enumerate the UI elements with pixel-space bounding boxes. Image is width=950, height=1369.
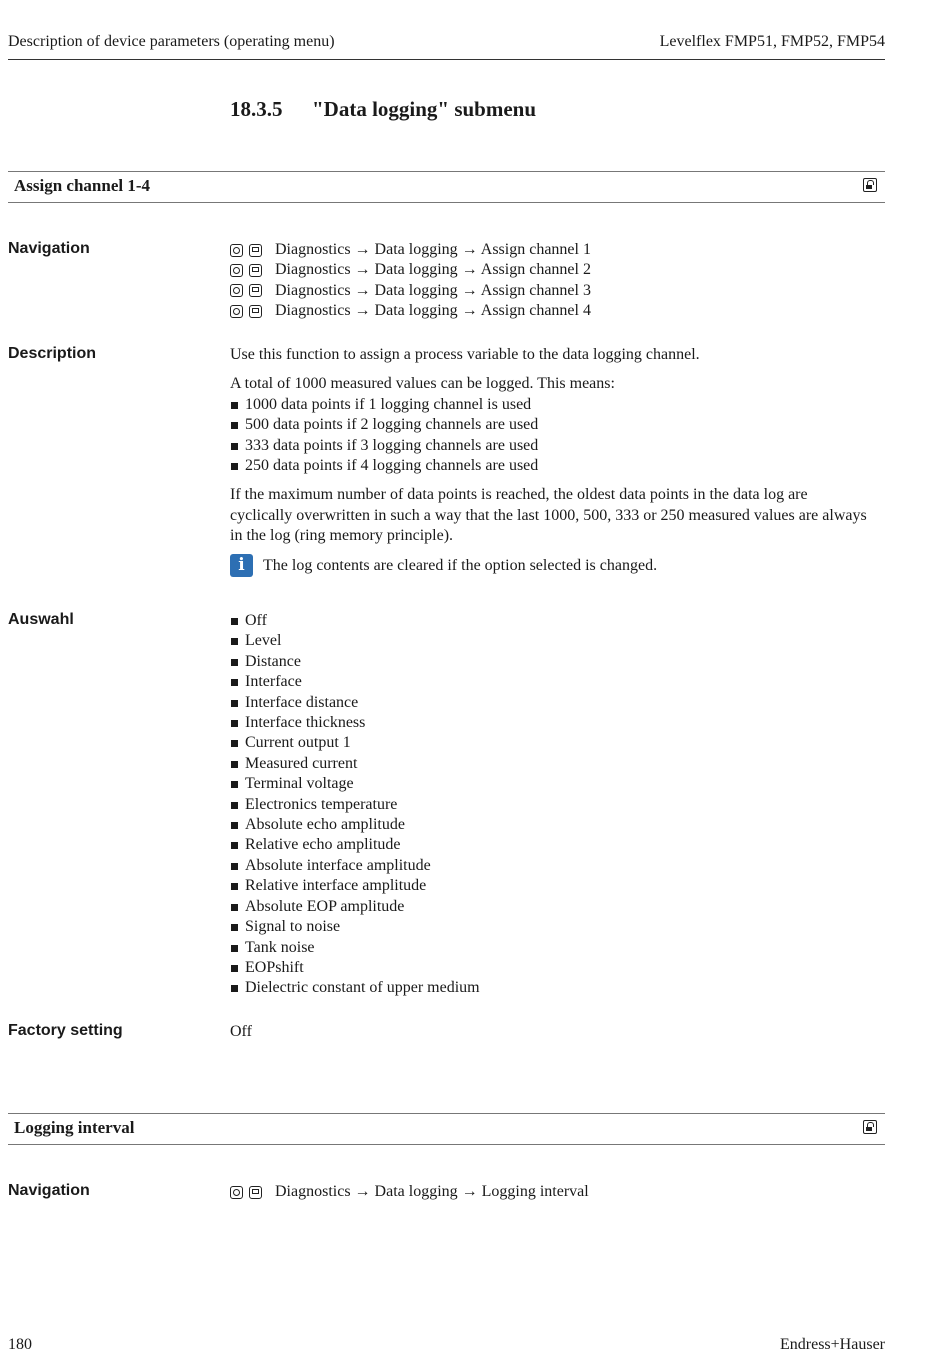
list-item: 500 data points if 2 logging channels are used [230,415,870,435]
description-paragraph: Use this function to assign a process variable to the data logging channel. [230,346,700,363]
operating-tool-icon [230,305,243,318]
display-icon [249,305,262,318]
list-item: Current output 1 [230,733,870,753]
factory-setting-value: Off [230,1023,252,1040]
parameter-title: Assign channel 1-4 [14,176,151,195]
section-title [230,97,536,122]
list-item: Absolute EOP amplitude [230,897,870,917]
selection-list [230,611,870,999]
navigation-paths [230,240,870,322]
navigation-path: Diagnostics → Data logging → Assign channel 2 [230,260,870,280]
info-icon: i [230,554,253,577]
list-item: Relative echo amplitude [230,835,870,855]
header-left: Description of device parameters (operating menu) [8,33,335,50]
navigation-path: Diagnostics → Data logging → Assign channel 1 [230,240,870,260]
description-list [230,395,870,477]
navigation-label: Navigation [8,1182,90,1199]
list-item: Terminal voltage [230,774,870,794]
parameter-band-logging-interval [8,1113,885,1145]
page-number: 180 [8,1336,32,1353]
lock-icon [863,178,877,192]
selection-label: Auswahl [8,611,74,628]
list-item: Signal to noise [230,917,870,937]
description-body [230,345,870,577]
list-item: Distance [230,652,870,672]
list-item: 1000 data points if 1 logging channel is used [230,395,870,415]
operating-tool-icon [230,284,243,297]
list-item: Electronics temperature [230,795,870,815]
lock-icon [863,1120,877,1134]
factory-setting-label: Factory setting [8,1022,123,1039]
list-item: Dielectric constant of upper medium [230,978,870,998]
navigation-label: Navigation [8,240,90,257]
page-footer [8,1336,885,1354]
page-header [8,31,885,60]
section-title-text: "Data logging" submenu [312,97,537,121]
list-item: Level [230,631,870,651]
list-item: EOPshift [230,958,870,978]
note-text: The log contents are cleared if the option selected is changed. [263,556,658,574]
description-label: Description [8,345,97,362]
header-right: Levelflex FMP51, FMP52, FMP54 [659,33,885,50]
list-item: Absolute echo amplitude [230,815,870,835]
parameter-title: Logging interval [14,1118,135,1137]
navigation-paths [230,1182,870,1202]
description-paragraph: If the maximum number of data points is reached, the oldest data points in the data log are cyclically overwritten in such a way that the last 1000, 500, 333 or 250 measured values are always in the log (ring memory principle). [230,486,867,545]
navigation-path: Diagnostics → Data logging → Assign channel 4 [230,301,870,321]
operating-tool-icon [230,244,243,257]
info-note [230,556,870,577]
display-icon [249,284,262,297]
display-icon [249,244,262,257]
description-paragraph: A total of 1000 measured values can be logged. This means: [230,375,615,393]
list-item: Measured current [230,754,870,774]
list-item: Interface distance [230,693,870,713]
list-item: Absolute interface amplitude [230,856,870,876]
display-icon [249,264,262,277]
navigation-path: Diagnostics → Data logging → Logging interval [230,1182,870,1202]
list-item: Interface [230,672,870,692]
parameter-band-assign-channel [8,171,885,203]
list-item: Relative interface amplitude [230,876,870,896]
list-item: Tank noise [230,938,870,958]
list-item: Off [230,611,870,631]
display-icon [249,1186,262,1199]
list-item: Interface thickness [230,713,870,733]
section-number: 18.3.5 [230,97,283,121]
operating-tool-icon [230,264,243,277]
brand-name: Endress+Hauser [780,1336,885,1353]
list-item: 333 data points if 3 logging channels are used [230,436,870,456]
operating-tool-icon [230,1186,243,1199]
navigation-path: Diagnostics → Data logging → Assign channel 3 [230,281,870,301]
list-item: 250 data points if 4 logging channels are used [230,456,870,476]
